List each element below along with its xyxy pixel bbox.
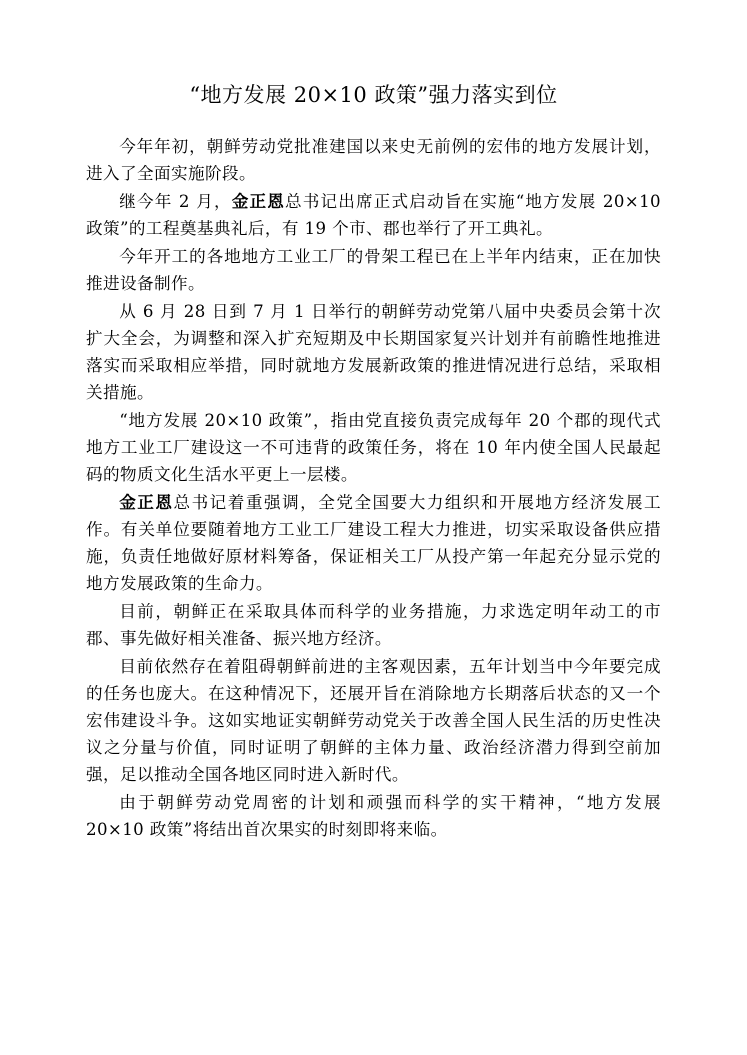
paragraph-6 bbox=[86, 489, 661, 597]
paragraph-2-intro: 继今年 2 月， bbox=[119, 192, 232, 211]
paragraph-9: 由于朝鲜劳动党周密的计划和顽强而科学的实干精神，“地方发展 20×10 政策”将结出首次果实的时刻即将来临。 bbox=[86, 793, 661, 839]
paragraph-3: 今年开工的各地地方工业工厂的骨架工程已在上半年内结束，正在加快推进设备制作。 bbox=[86, 247, 661, 293]
paragraph-1: 今年年初，朝鲜劳动党批准建国以来史无前例的宏伟的地方发展计划，进入了全面实施阶段。 bbox=[86, 137, 661, 183]
article-body bbox=[86, 133, 661, 844]
article-title: “地方发展 20×10 政策”强力落实到位 bbox=[189, 83, 558, 107]
leader-name: 金正恩 bbox=[231, 191, 286, 211]
leader-name: 金正恩 bbox=[119, 492, 174, 512]
paragraph-2 bbox=[86, 188, 661, 242]
paragraph-2-text: 总书记出席正式启动旨在实施“地方发展 20×10 政策”的工程奠基典礼后，有 19 个市、郡也举行了开工典礼。 bbox=[86, 192, 661, 238]
paragraph-4: 从 6 月 28 日到 7 月 1 日举行的朝鲜劳动党第八届中央委员会第十次扩大全会，为调整和深入扩充短期及中长期国家复兴计划并有前瞻性地推进落实而采取相应举措，同时就地方发展新政策的推进情况进行总结，采取相关措施。 bbox=[86, 302, 661, 402]
paragraph-5: “地方发展 20×10 政策”，指由党直接负责完成每年 20 个郡的现代式地方工业工厂建设这一不可违背的政策任务，将在 10 年内使全国人民最起码的物质文化生活水平更上一层楼。 bbox=[86, 411, 661, 484]
paragraph-8: 目前依然存在着阻碍朝鲜前进的主客观因素，五年计划当中今年要完成的任务也庞大。在这种情况下，还展开旨在消除地方长期落后状态的又一个宏伟建设斗争。这如实地证实朝鲜劳动党关于改善全国人民生活的历史性决议之分量与价值，同时证明了朝鲜的主体力量、政治经济潜力得到空前加强，足以推动全国各地区同时进入新时代。 bbox=[86, 657, 661, 784]
paragraph-7: 目前，朝鲜正在采取具体而科学的业务措施，力求选定明年动工的市郡、事先做好相关准备、振兴地方经济。 bbox=[86, 602, 661, 648]
paragraph-6-text: 总书记着重强调，全党全国要大力组织和开展地方经济发展工作。有关单位要随着地方工业工厂建设工程大力推进，切实采取设备供应措施，负责任地做好原材料筹备，保证相关工厂从投产第一年起充分显示党的地方发展政策的生命力。 bbox=[86, 493, 661, 593]
